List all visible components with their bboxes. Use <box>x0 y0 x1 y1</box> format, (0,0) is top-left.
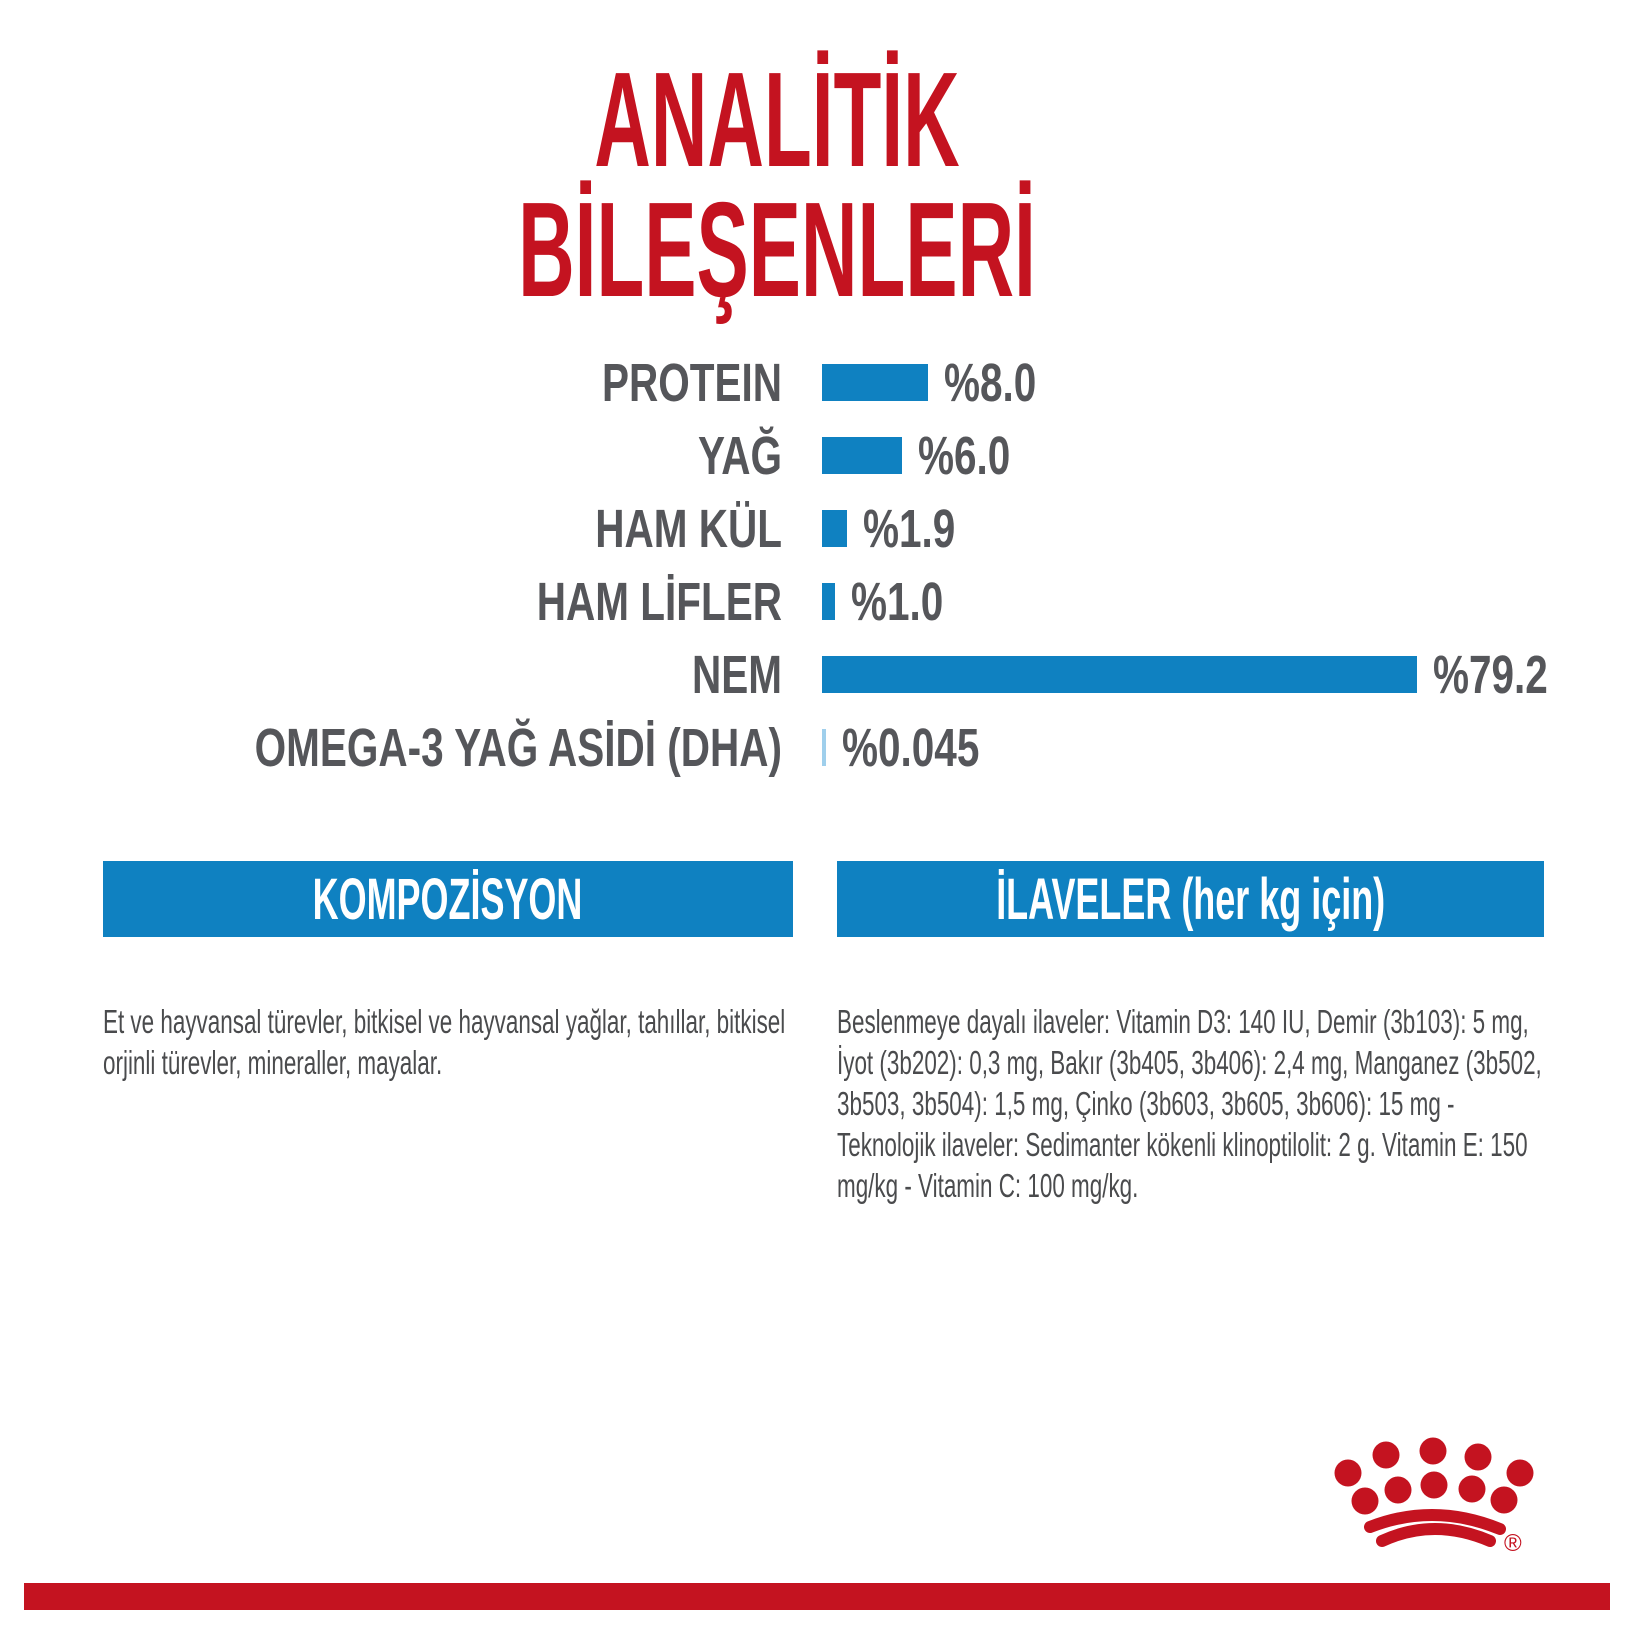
chart-row <box>0 638 1650 711</box>
bar-value: %0.045 <box>842 717 980 778</box>
royal-canin-crown-logo <box>1330 1423 1570 1563</box>
bar <box>822 510 847 547</box>
chart-row <box>0 346 1650 419</box>
bar-label: HAM LİFLER <box>536 571 782 632</box>
page-title-line1: ANALİTİK <box>594 44 960 195</box>
chart-row <box>0 419 1650 492</box>
composition-header-label: KOMPOZİSYON <box>313 866 583 932</box>
registered-trademark: ® <box>1504 1530 1522 1557</box>
additives-header-label: İLAVELER (her kg için) <box>996 866 1385 932</box>
bar-label: OMEGA-3 YAĞ ASİDİ (DHA) <box>254 717 782 778</box>
crown-icon <box>1330 1423 1570 1563</box>
bar <box>822 583 835 620</box>
bar-label: NEM <box>692 644 782 705</box>
page-title <box>326 44 1227 325</box>
chart-row <box>0 565 1650 638</box>
bar-value: %6.0 <box>918 425 1011 486</box>
bar <box>822 437 902 474</box>
additives-header <box>837 861 1544 937</box>
bar-value: %8.0 <box>944 352 1037 413</box>
additives-body-text: Beslenmeye dayalı ilaveler: Vitamin D3: 140 IU, Demir (3b103): 5 mg, İyot (3b202): 0,3 mg, Bakır (3b405, 3b406): 2,4 mg, Manganez (3b502, 3b503, 3b504): 1,5 mg, Çinko (3b603, 3b605, 3b606): 15 mg - Teknolojik ilaveler: Sedimanter kökenli klinoptilolit: 2 g. Vitamin E: 150 mg/kg - Vitamin C: 100 mg/kg. <box>837 1003 1542 1204</box>
page-title-line2: BİLEŞENLERİ <box>518 174 1036 325</box>
chart-row <box>0 711 1650 784</box>
bar-label: HAM KÜL <box>595 498 782 559</box>
composition-header <box>103 861 793 937</box>
bar-label: YAĞ <box>697 425 782 486</box>
chart-row <box>0 492 1650 565</box>
bar-value: %1.9 <box>863 498 956 559</box>
bar-label: PROTEIN <box>601 352 782 413</box>
bar-value: %1.0 <box>851 571 944 632</box>
composition-body-text: Et ve hayvansal türevler, bitkisel ve hayvansal yağlar, tahıllar, bitkisel orjinli türevler, mineraller, mayalar. <box>103 1003 786 1081</box>
bar-value: %79.2 <box>1433 644 1548 705</box>
footer-red-divider <box>24 1583 1610 1610</box>
bar <box>822 656 1417 693</box>
analytical-components-chart <box>0 346 1650 784</box>
bar <box>822 729 826 766</box>
bar <box>822 364 928 401</box>
